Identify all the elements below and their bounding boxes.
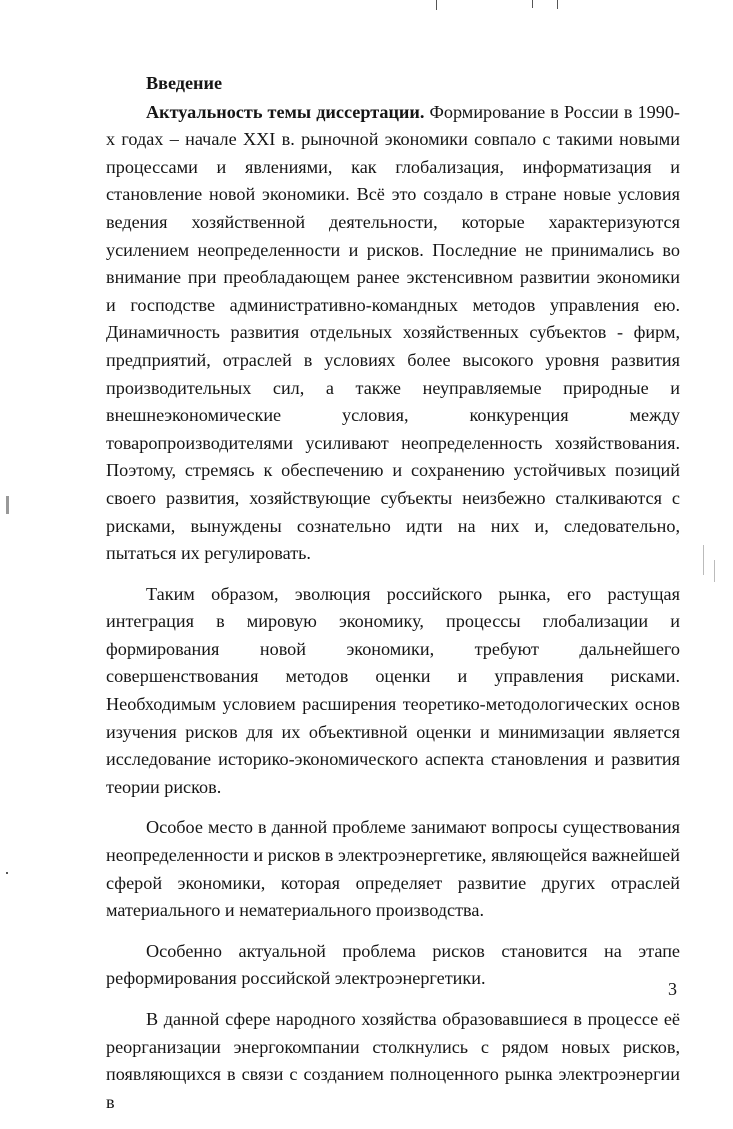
- paragraph-4: Особенно актуальной проблема рисков становится на этапе реформирования российской электроэнергетики.: [106, 940, 680, 989]
- scan-mark: [436, 0, 437, 10]
- scan-mark: [6, 872, 8, 874]
- scan-mark: [6, 496, 9, 514]
- scan-mark: [703, 545, 704, 575]
- paragraph-1: [106, 99, 680, 568]
- scan-mark: [714, 560, 715, 582]
- paragraph-lead: Актуальность темы диссертации.: [146, 101, 425, 122]
- scan-mark: [557, 0, 558, 9]
- section-heading: Введение: [146, 73, 223, 93]
- scan-mark: [532, 0, 533, 8]
- paragraph-2: Таким образом, эволюция российского рынка, его растущая интеграция в мировую экономику, процессы глобализации и формирования новой экономики, требуют дальнейшего совершенствования методов оценки и управления рисками. Необходимым условием расширения теоретико-методологических основ изучения рисков для их объективной оценки и минимизации является исследование историко-экономического аспекта становления и развития теории рисков.: [106, 583, 680, 797]
- paragraph-5: В данной сфере народного хозяйства образовавшиеся в процессе её реорганизации энергокомпании столкнулись с рядом новых рисков, появляющихся в связи с созданием полноценного рынка электроэнергии в: [106, 1009, 680, 1112]
- paragraph-text: Формирование в России в 1990-х годах – начале XXI в. рыночной экономики совпало с такими новыми процессами и явлениями, как глобализация, информатизация и становление новой экономики. Всё это создало в стране новые условия ведения хозяйственной деятельности, которые характеризуются усилением неопределенности и рисков. Последние не принимались во внимание при преобладающем ранее экстенсивном развитии экономики и господстве административно-командных методов управления ею. Динамичность развития отдельных хозяйственных субъектов - фирм, предприятий, отраслей в условиях более высокого уровня развития производительных сил, а также неуправляемые природные и внешнеэкономические условия, конкуренция между товаропроизводителями усиливают неопределенность хозяйствования. Поэтому, стремясь к обеспечению и сохранению устойчивых позиций своего развития, хозяйствующие субъекты неизбежно сталкиваются с рисками, вынуждены сознательно идти на них и, следовательно, пытаться их регулировать.: [106, 101, 680, 564]
- main-text: [106, 70, 680, 1129]
- page-number: 3: [668, 979, 677, 999]
- paragraph-3: Особое место в данной проблеме занимают вопросы существования неопределенности и рисков в электроэнергетике, являющейся важнейшей сферой экономики, которая определяет развитие других отраслей материального и нематериального производства.: [106, 817, 680, 921]
